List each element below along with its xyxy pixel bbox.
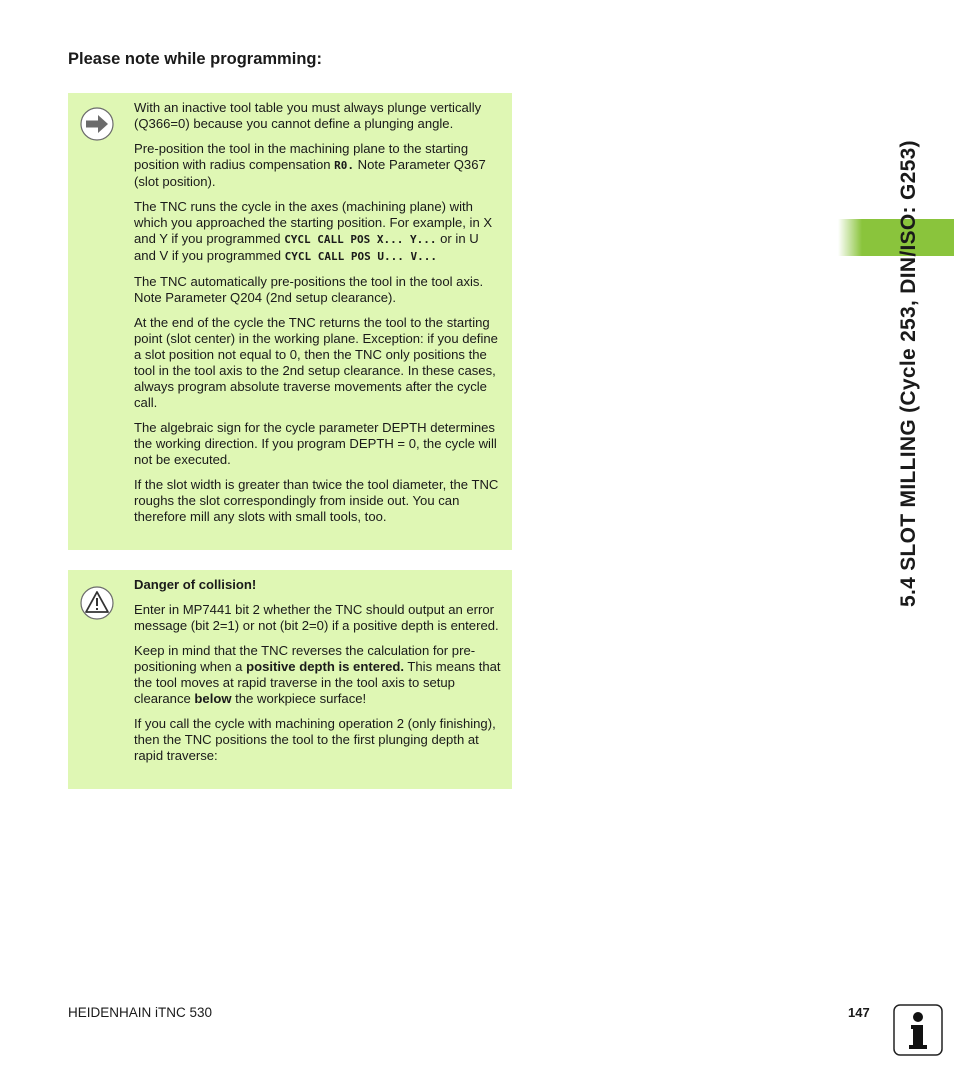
- code-text: CYCL CALL POS U... V...: [284, 250, 437, 263]
- text-run: Keep in mind that the TNC reverses the calculation for pre-positioning when a: [134, 643, 476, 674]
- note-box: [68, 93, 512, 550]
- text-run: This means that the tool moves at rapid traverse in the tool axis to setup clearance: [134, 659, 501, 706]
- note-paragraph: At the end of the cycle the TNC returns the tool to the starting point (slot center) in the working plane. Exception: if you define a slot position not equal to 0, then the TNC only positions the tool in the tool axis to the 2nd setup clearance. In these cases, always program absolute traverse movements after the cycle call.: [134, 315, 498, 410]
- info-icon: [893, 1004, 943, 1056]
- warning-text: [134, 577, 504, 773]
- warning-box: [68, 570, 512, 789]
- page-number: 147: [848, 1005, 870, 1020]
- note-paragraph: The algebraic sign for the cycle parameter DEPTH determines the working direction. If you program DEPTH = 0, the cycle will not be executed.: [134, 420, 497, 467]
- section-heading: Please note while programming:: [68, 50, 322, 68]
- note-paragraph: [134, 199, 504, 265]
- code-text: R0.: [334, 159, 355, 172]
- note-paragraph: With an inactive tool table you must always plunge vertically (Q366=0) because you cannot define a plunging angle.: [134, 100, 482, 131]
- text-run: Pre-position the tool in the machining plane to the starting position with radius compensation: [134, 141, 469, 172]
- code-text: CYCL CALL POS X... Y...: [284, 233, 437, 246]
- bold-text: Danger of collision!: [134, 577, 257, 592]
- text-run: The TNC runs the cycle in the axes (machining plane) with which you approached the starting position. For example, in X and Y if you programmed: [134, 199, 493, 246]
- arrow-right-icon: [80, 107, 114, 141]
- note-paragraph: If the slot width is greater than twice the tool diameter, the TNC roughs the slot correspondingly from inside out. You can therefore mill any slots with small tools, too.: [134, 477, 499, 524]
- chapter-side-title: 5.4 SLOT MILLING (Cycle 253, DIN/ISO: G253): [897, 140, 920, 607]
- bold-text: below: [194, 691, 232, 706]
- text-run: or in U and V if you programmed: [134, 231, 479, 263]
- note-text: [134, 100, 504, 534]
- bold-text: positive depth is entered.: [246, 659, 404, 674]
- note-paragraph: Enter in MP7441 bit 2 whether the TNC should output an error message (bit 2=1) or not (bit 2=0) if a positive depth is entered.: [134, 602, 499, 633]
- warning-title: [134, 577, 504, 593]
- text-run: the workpiece surface!: [231, 691, 367, 706]
- chapter-tab-fade: [838, 219, 862, 256]
- warning-icon: [80, 586, 114, 620]
- note-paragraph: [134, 643, 504, 707]
- note-paragraph: The TNC automatically pre-positions the tool in the tool axis. Note Parameter Q204 (2nd setup clearance).: [134, 274, 484, 305]
- footer-product: HEIDENHAIN iTNC 530: [68, 1005, 213, 1020]
- text-run: Note Parameter Q367 (slot position).: [134, 157, 486, 189]
- note-paragraph: [134, 141, 504, 190]
- note-paragraph: If you call the cycle with machining operation 2 (only finishing), then the TNC positions the tool to the first plunging depth at rapid traverse:: [134, 716, 496, 763]
